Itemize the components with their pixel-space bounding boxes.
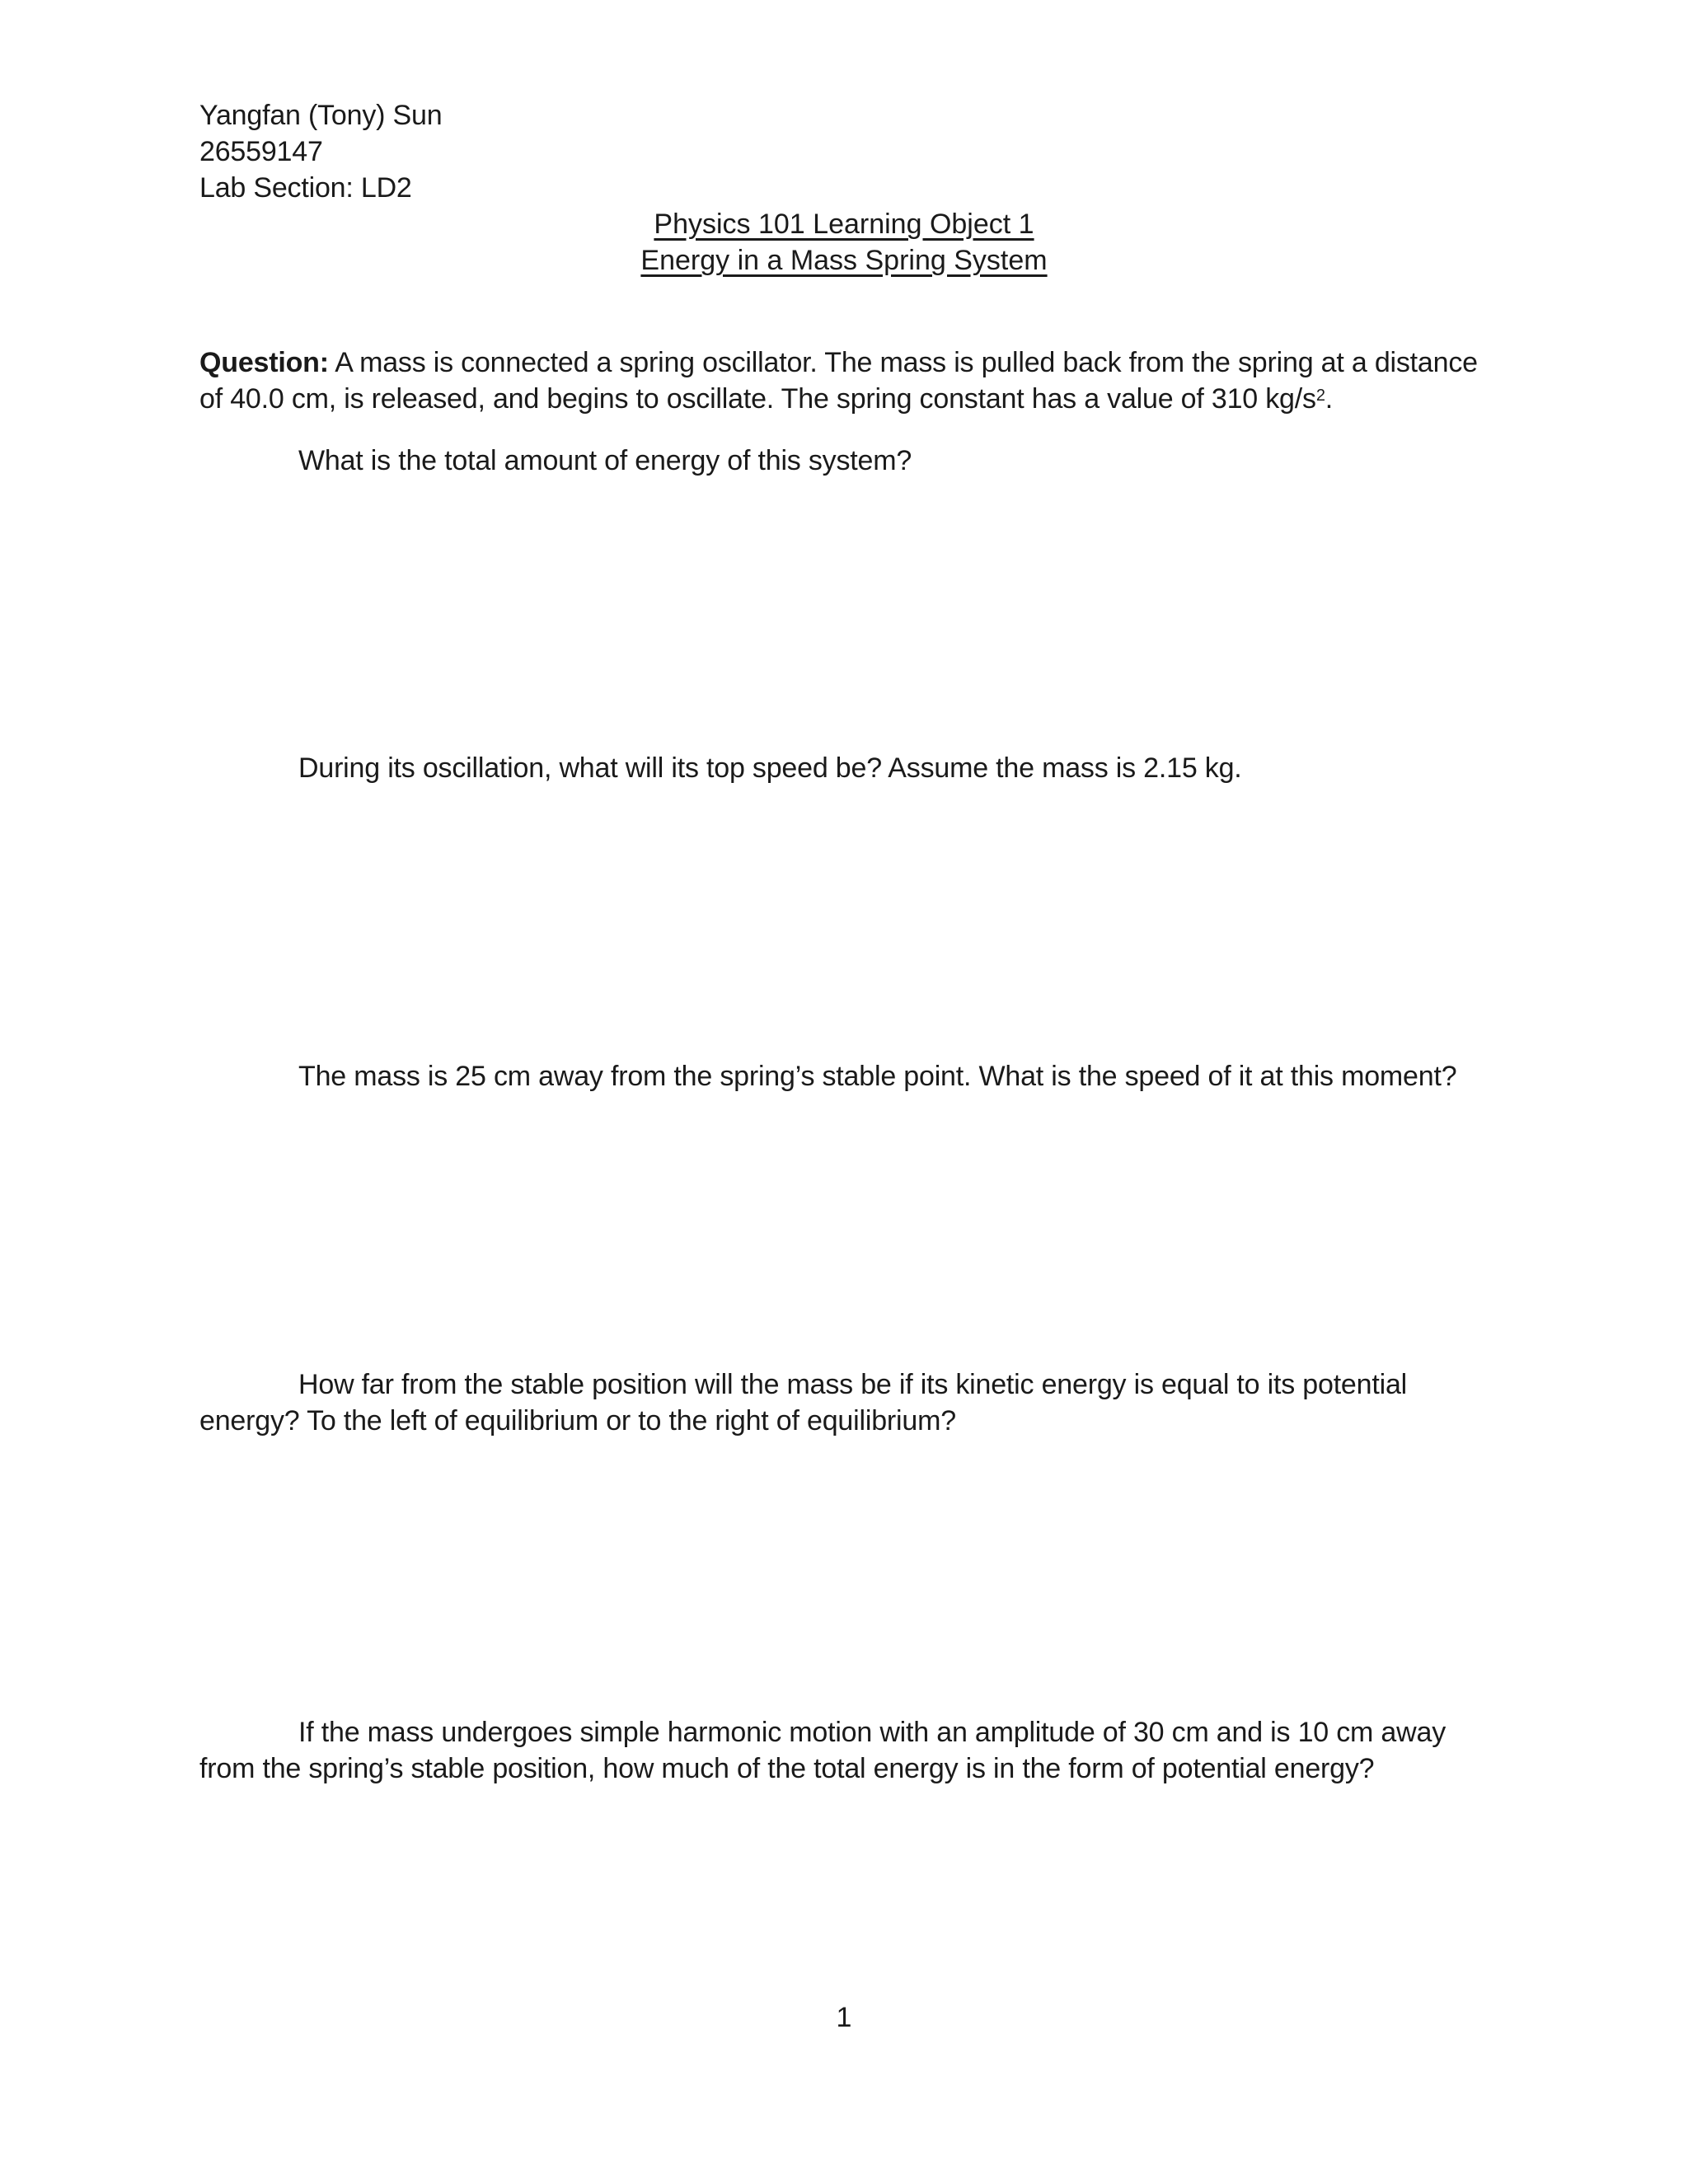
question-text-2: of 40.0 cm, is released, and begins to oscillate. The spring constant has a value of 310 kg/s xyxy=(199,383,1316,415)
part-4-question-line-1: How far from the stable position will the mass be if its kinetic energy is equal to its potential xyxy=(298,1369,1408,1400)
part-5-question-line-1: If the mass undergoes simple harmonic motion with an amplitude of 30 cm and is 10 cm away xyxy=(298,1717,1446,1748)
question-text-1: A mass is connected a spring oscillator. The mass is pulled back from the spring at a distance xyxy=(328,347,1478,378)
part-1-question: What is the total amount of energy of this system? xyxy=(298,445,912,476)
part-5-question-line-2: from the spring’s stable position, how much of the total energy is in the form of potential energy? xyxy=(199,1753,1375,1784)
question-intro-line-2 xyxy=(199,381,1333,417)
document-subtitle: Energy in a Mass Spring System xyxy=(640,245,1048,276)
document-title: Physics 101 Learning Object 1 xyxy=(654,209,1034,240)
part-3-question: The mass is 25 cm away from the spring’s stable point. What is the speed of it at this moment? xyxy=(298,1061,1457,1092)
student-id: 26559147 xyxy=(199,136,323,167)
question-label: Question: xyxy=(199,347,329,378)
author-name: Yangfan (Tony) Sun xyxy=(199,100,443,131)
page-number: 1 xyxy=(836,2002,852,2033)
lab-section: Lab Section: LD2 xyxy=(199,172,412,204)
superscript-2: 2 xyxy=(1315,387,1325,405)
part-2-question: During its oscillation, what will its top speed be? Assume the mass is 2.15 kg. xyxy=(298,752,1242,784)
part-4-question-line-2: energy? To the left of equilibrium or to the right of equilibrium? xyxy=(199,1405,956,1436)
question-text-2-end: . xyxy=(1325,383,1334,415)
question-intro-line-1 xyxy=(199,344,1478,381)
